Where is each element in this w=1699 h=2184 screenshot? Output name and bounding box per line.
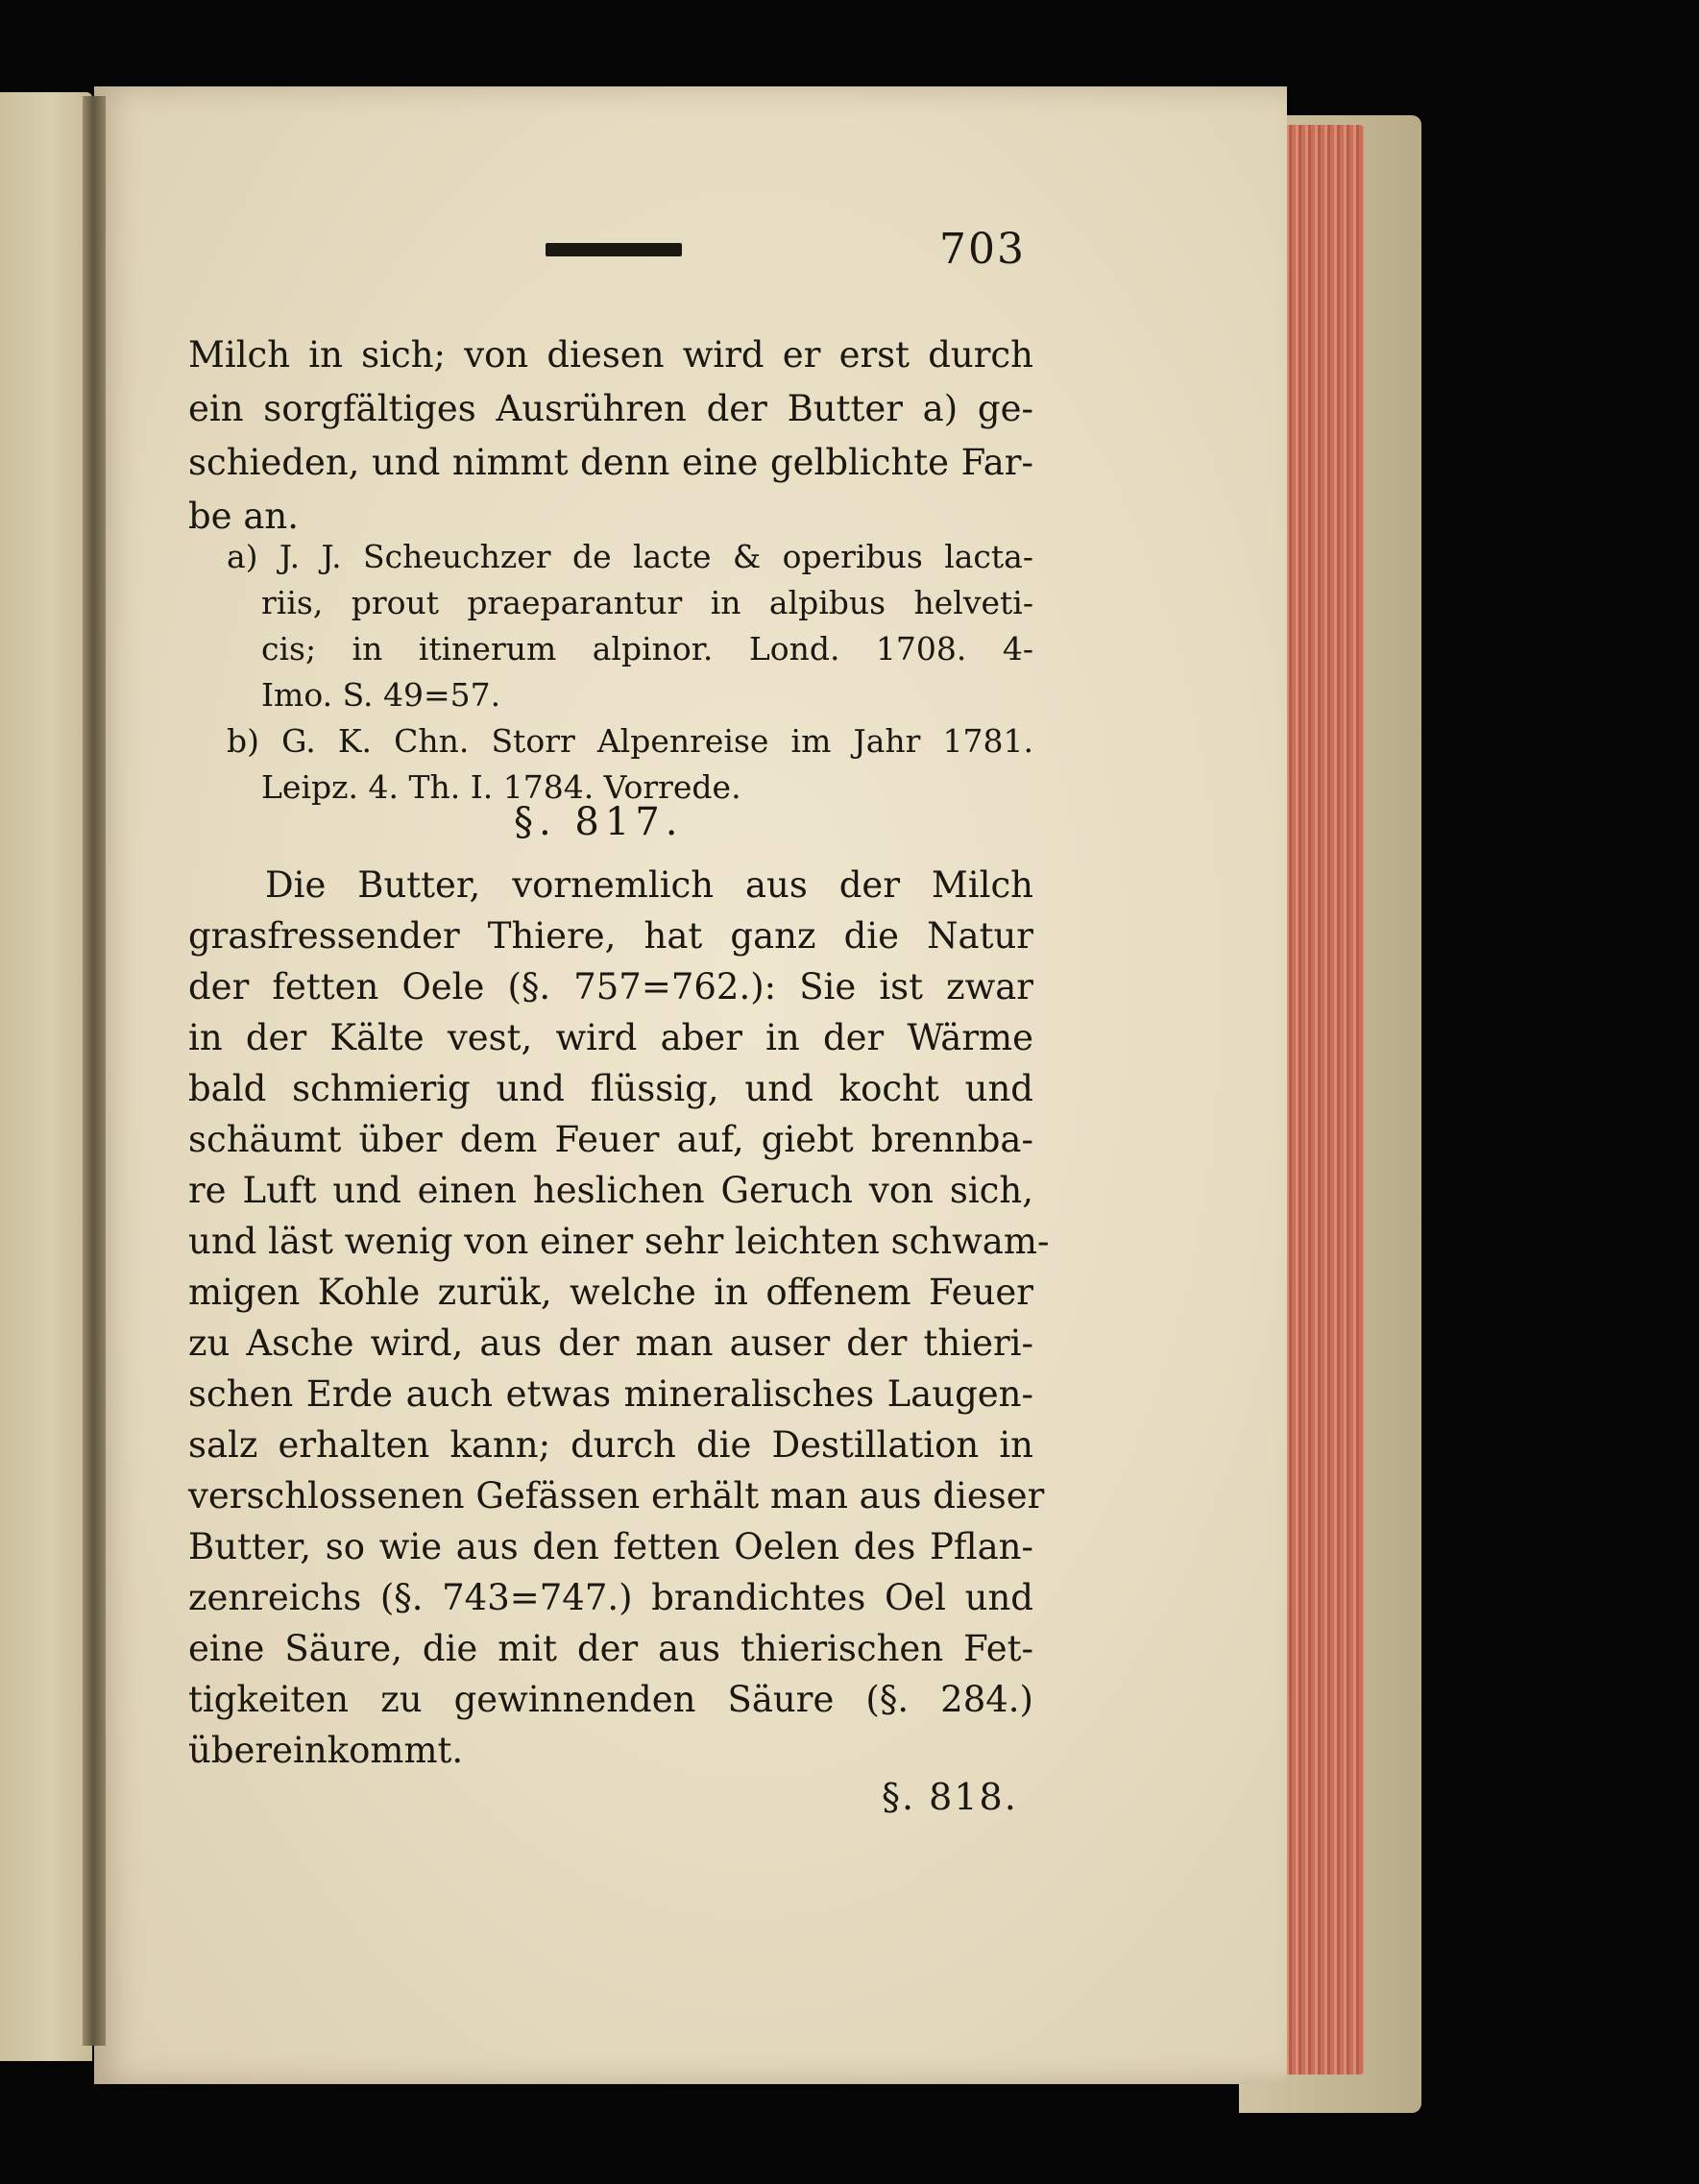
footnote-line: a) J. J. Scheuchzer de lacte & operibus lacta- bbox=[227, 538, 1033, 575]
footnote-line: Imo. S. 49=57. bbox=[261, 676, 501, 714]
text-line: schäumt über dem Feuer auf, giebt brennba- bbox=[188, 1119, 1033, 1160]
text-line: zu Asche wird, aus der man auser der thieri- bbox=[188, 1323, 1033, 1364]
footnotes bbox=[227, 534, 1033, 811]
text-line: schieden, und nimmt denn eine gelblichte Far- bbox=[188, 442, 1033, 483]
page-number: 703 bbox=[939, 225, 1026, 274]
text-line: schen Erde auch etwas mineralisches Laugen- bbox=[188, 1373, 1033, 1415]
text-line: und läst wenig von einer sehr leichten schwam- bbox=[188, 1221, 1050, 1262]
text-line: ein sorgfältiges Ausrühren der Butter a) ge- bbox=[188, 388, 1033, 429]
text-line: eine Säure, die mit der aus thierischen Fet- bbox=[188, 1628, 1033, 1669]
book-gutter bbox=[83, 96, 106, 2046]
header-rule bbox=[546, 243, 682, 256]
section-paragraph bbox=[188, 860, 1050, 1776]
text-line: grasfressender Thiere, hat ganz die Natur bbox=[188, 915, 1033, 957]
text-line: Die Butter, vornemlich aus der Milch bbox=[265, 864, 1033, 906]
footnote-line: Leipz. 4. Th. I. 1784. Vorrede. bbox=[261, 768, 741, 806]
left-page-edge bbox=[0, 92, 92, 2061]
text-line: der fetten Oele (§. 757=762.): Sie ist zwar bbox=[188, 966, 1033, 1007]
red-page-edges bbox=[1282, 125, 1364, 2075]
text-line: re Luft und einen heslichen Geruch von sich, bbox=[188, 1170, 1033, 1211]
text-line: verschlossenen Gefässen erhält man aus dieser bbox=[188, 1475, 1045, 1517]
text-line: Butter, so wie aus den fetten Oelen des Pflan- bbox=[188, 1526, 1033, 1567]
text-line: migen Kohle zurük, welche in offenem Feuer bbox=[188, 1272, 1033, 1313]
footnote-line: cis; in itinerum alpinor. Lond. 1708. 4- bbox=[261, 630, 1033, 667]
footnote-line: b) G. K. Chn. Storr Alpenreise im Jahr 1781. bbox=[227, 722, 1033, 760]
section-heading: §. 817. bbox=[514, 800, 684, 844]
background-top bbox=[0, 0, 1699, 86]
text-line: bald schmierig und flüssig, und kocht und bbox=[188, 1068, 1033, 1109]
footnote-line: riis, prout praeparantur in alpibus helveti- bbox=[261, 584, 1033, 621]
text-line: Milch in sich; von diesen wird er erst durch bbox=[188, 334, 1033, 376]
text-line: zenreichs (§. 743=747.) brandichtes Oel und bbox=[188, 1577, 1033, 1618]
text-line: salz erhalten kann; durch die Destillation in bbox=[188, 1424, 1033, 1466]
catchword: §. 818. bbox=[882, 1776, 1018, 1818]
text-line: tigkeiten zu gewinnenden Säure (§. 284.) bbox=[188, 1679, 1033, 1720]
paragraph-continuation bbox=[188, 328, 1033, 544]
text-line: be an. bbox=[188, 496, 299, 537]
text-line: in der Kälte vest, wird aber in der Wärme bbox=[188, 1017, 1033, 1058]
text-line: übereinkommt. bbox=[188, 1730, 464, 1771]
